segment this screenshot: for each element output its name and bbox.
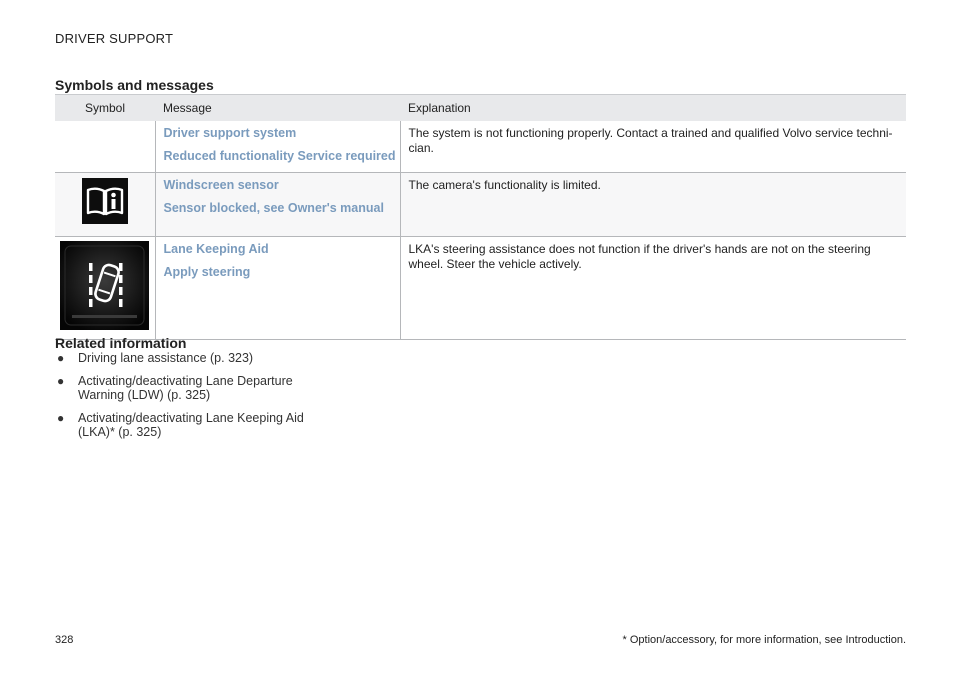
message-detail: Apply steering xyxy=(163,265,251,279)
message-detail: Sensor blocked, see Owner's manual xyxy=(163,201,384,215)
related-information-list xyxy=(55,351,315,448)
message-title: Driver support system xyxy=(163,126,297,140)
section-title: Symbols and messages xyxy=(55,77,214,93)
lane-keeping-aid-icon xyxy=(60,241,149,330)
running-header: DRIVER SUPPORT xyxy=(55,31,174,46)
table-row xyxy=(55,121,906,173)
message-cell xyxy=(155,173,400,237)
message-cell xyxy=(155,121,400,173)
related-link[interactable]: Driving lane assistance (p. 323) xyxy=(78,351,254,365)
symbol-cell xyxy=(55,173,155,237)
table-header-row xyxy=(55,95,906,122)
list-item[interactable] xyxy=(55,351,315,365)
table-row xyxy=(55,173,906,237)
symbols-messages-table xyxy=(55,94,906,340)
message-title: Lane Keeping Aid xyxy=(163,242,269,256)
column-header-message: Message xyxy=(155,95,400,122)
list-item[interactable] xyxy=(55,374,315,402)
symbol-cell-empty xyxy=(55,121,155,173)
column-header-explanation: Explanation xyxy=(400,95,906,122)
page-number: 328 xyxy=(55,634,74,646)
explanation-cell: The system is not functioning properly. Contact a trained and qualified Volvo service techni-cian. xyxy=(400,121,906,173)
bullet-icon: ● xyxy=(57,351,65,365)
owners-manual-icon xyxy=(82,178,128,224)
column-header-symbol: Symbol xyxy=(55,95,155,122)
related-link[interactable]: Activating/deactivating Lane Keeping Aid (LKA)* (p. 325) xyxy=(78,411,304,439)
related-link[interactable]: Activating/deactivating Lane Departure Warning (LDW) (p. 325) xyxy=(78,374,293,402)
explanation-cell: The camera's functionality is limited. xyxy=(400,173,906,237)
message-title: Windscreen sensor xyxy=(163,178,279,192)
table-row xyxy=(55,237,906,340)
message-detail: Reduced functionality Service required xyxy=(163,149,396,163)
symbol-cell xyxy=(55,237,155,340)
bullet-icon: ● xyxy=(57,374,65,388)
related-information-title: Related information xyxy=(55,335,187,351)
footnote: * Option/accessory, for more information, see Introduction. xyxy=(622,634,906,646)
bullet-icon: ● xyxy=(57,411,65,425)
message-cell xyxy=(155,237,400,340)
list-item[interactable] xyxy=(55,411,315,439)
explanation-cell: LKA's steering assistance does not function if the driver's hands are not on the steering wheel. Steer the vehicle actively. xyxy=(400,237,906,340)
